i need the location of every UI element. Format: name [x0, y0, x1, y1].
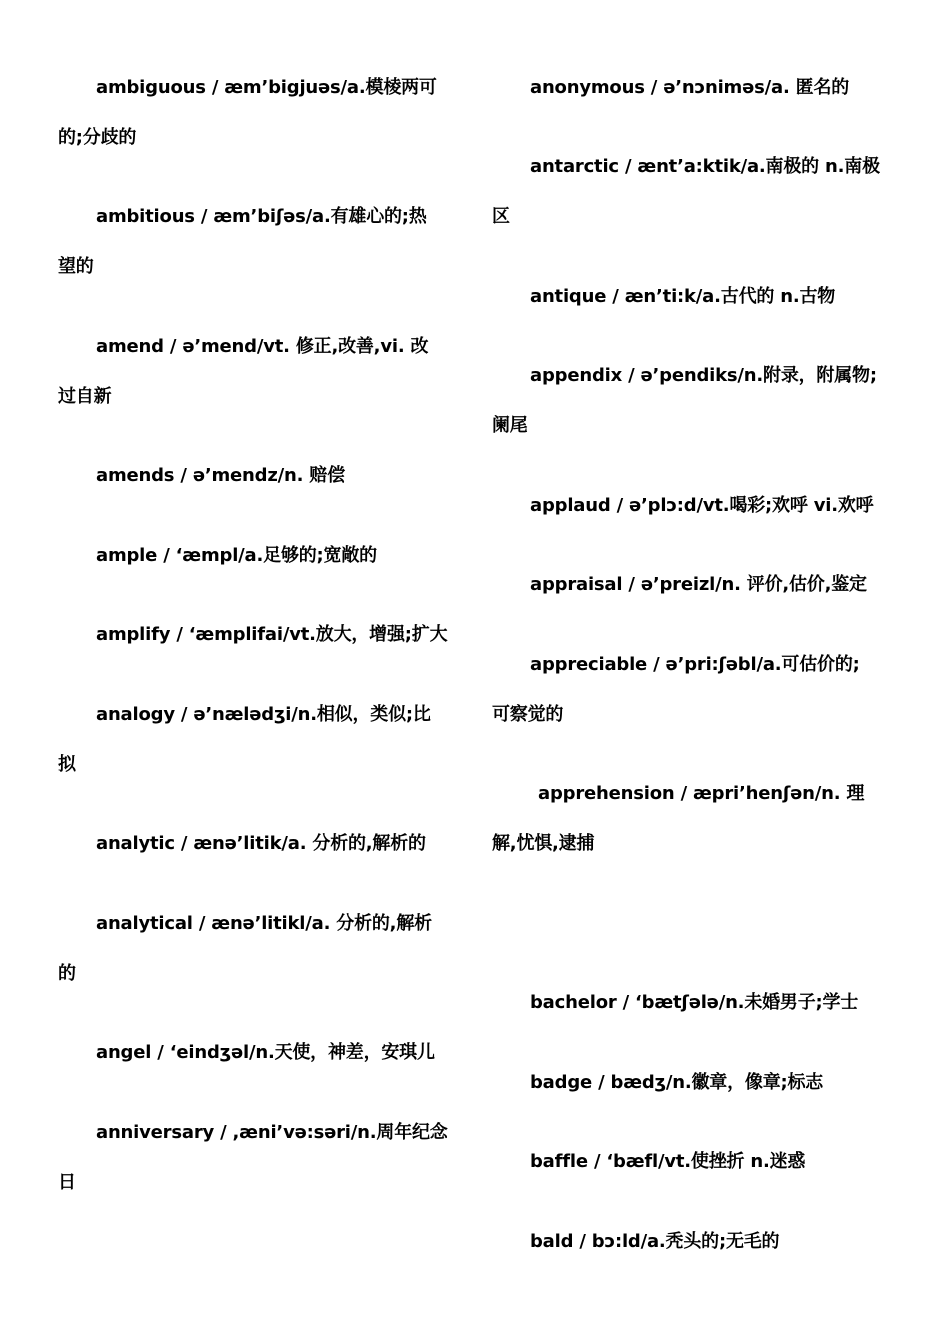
- entry-continuation-line: 的;分歧的: [58, 127, 137, 148]
- entry-continuation-line: 拟: [58, 754, 76, 775]
- entry-headword-line: angel / ‘eindʒəl/n.天使，神差，安琪儿: [96, 1042, 435, 1063]
- entry-headword-line: baffle / ‘bæfl/vt.使挫折 n.迷惑: [530, 1151, 806, 1172]
- entry-headword-line: appraisal / ə’preizl/n. 评价,估价,鉴定: [530, 574, 867, 595]
- entry-headword-line: badge / bædʒ/n.徽章，像章;标志: [530, 1072, 824, 1093]
- entry-headword-line: bachelor / ‘bætʃələ/n.未婚男子;学士: [530, 992, 859, 1013]
- entry-headword-line: amend / ə’mend/vt. 修正,改善,vi. 改: [96, 336, 429, 357]
- entry-headword-line: ambiguous / æm’bigjuəs/a.模棱两可: [96, 77, 437, 98]
- entry-continuation-line: 的: [58, 963, 76, 984]
- entry-headword-line: antique / æn’ti:k/a.古代的 n.古物: [530, 286, 836, 307]
- entry-headword-line: antarctic / ænt’a:ktik/a.南极的 n.南极: [530, 156, 880, 177]
- entry-headword-line: appendix / ə’pendiks/n.附录，附属物;: [530, 365, 877, 386]
- entry-headword-line: bald / bɔ:ld/a.秃头的;无毛的: [530, 1231, 780, 1252]
- entry-headword-line: ambitious / æm’biʃəs/a.有雄心的;热: [96, 206, 427, 227]
- entry-headword-line: apprehension / æpri’henʃən/n. 理: [538, 783, 865, 804]
- entry-continuation-line: 区: [492, 206, 510, 227]
- entry-continuation-line: 日: [58, 1172, 76, 1193]
- entry-headword-line: analogy / ə’nælədʒi/n.相似，类似;比: [96, 704, 431, 725]
- entry-continuation-line: 阑尾: [492, 415, 528, 436]
- entry-headword-line: applaud / ə’plɔ:d/vt.喝彩;欢呼 vi.欢呼: [530, 495, 874, 516]
- entry-continuation-line: 解,忧惧,逮捕: [492, 833, 595, 854]
- entry-continuation-line: 过自新: [58, 386, 112, 407]
- entry-headword-line: appreciable / ə’pri:ʃəbl/a.可估价的;: [530, 654, 860, 675]
- entry-continuation-line: 可察觉的: [492, 704, 564, 725]
- entry-headword-line: amplify / ‘æmplifai/vt.放大，增强;扩大: [96, 624, 448, 645]
- entry-headword-line: anonymous / ə’nɔniməs/a. 匿名的: [530, 77, 850, 98]
- entry-headword-line: analytical / ænə’litikl/a. 分析的,解析: [96, 913, 432, 934]
- entry-headword-line: ample / ‘æmpl/a.足够的;宽敞的: [96, 545, 377, 566]
- entry-headword-line: anniversary / ,æni’və:səri/n.周年纪念: [96, 1122, 448, 1143]
- entry-headword-line: analytic / ænə’litik/a. 分析的,解析的: [96, 833, 426, 854]
- entry-continuation-line: 望的: [58, 256, 94, 277]
- entry-headword-line: amends / ə’mendz/n. 赔偿: [96, 465, 345, 486]
